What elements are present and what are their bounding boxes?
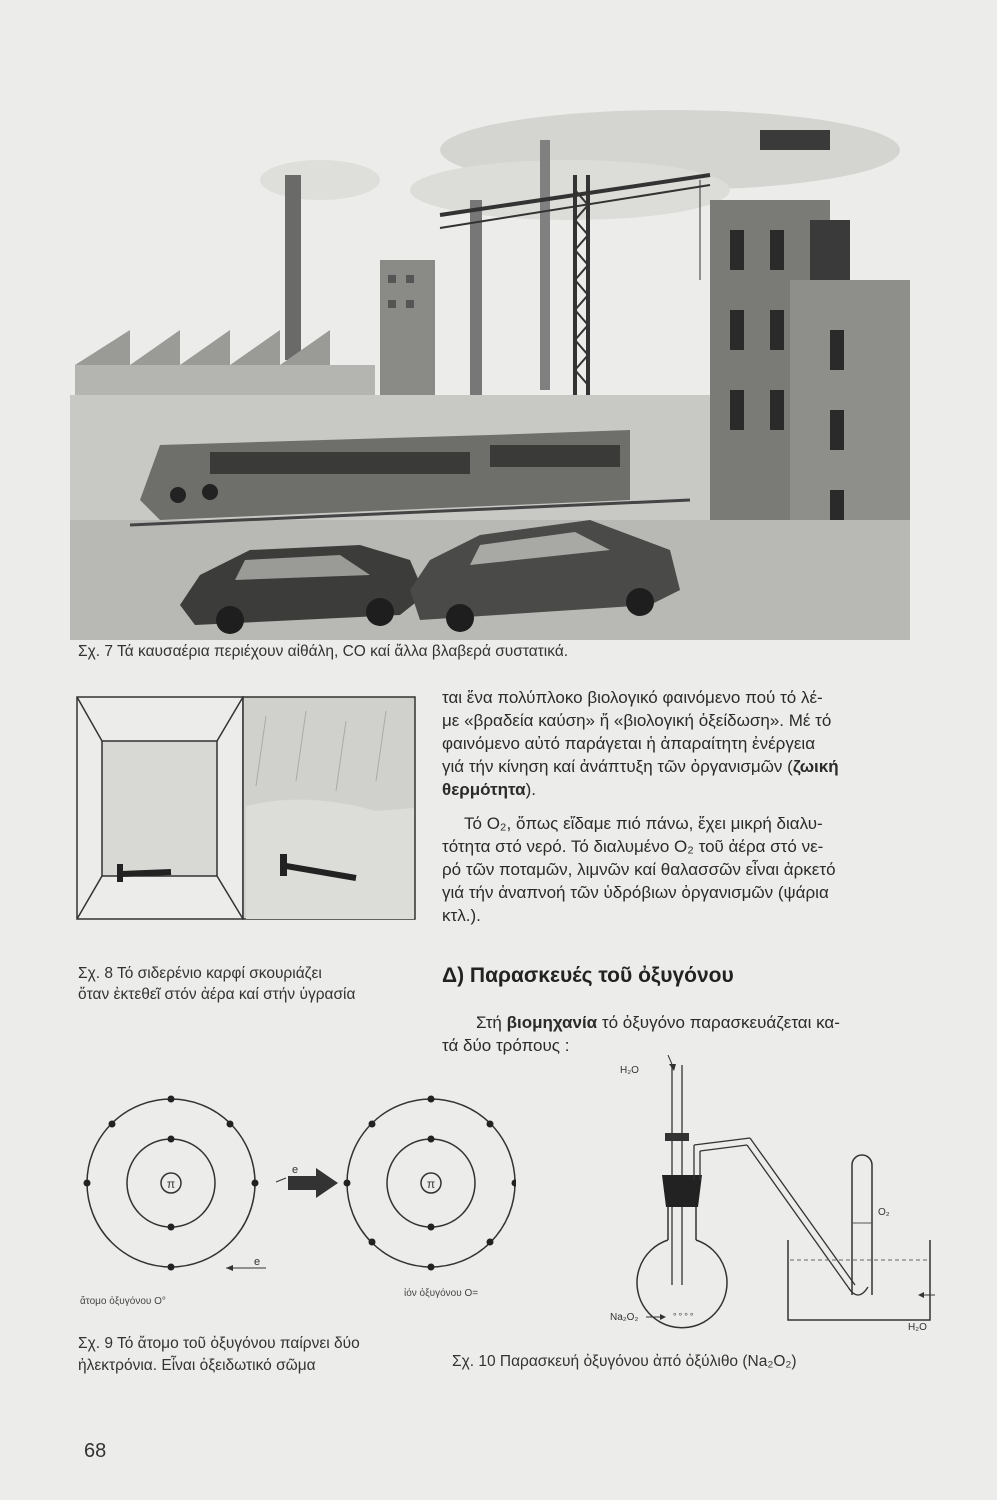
flask-solid-marks: ∘∘∘∘ xyxy=(672,1309,695,1319)
text-line: κτλ.). xyxy=(442,906,481,925)
text-line: θερμότητα). xyxy=(442,780,537,799)
peroxide-label: Na₂O₂ xyxy=(610,1312,639,1323)
figure-9-diagram xyxy=(76,1078,516,1308)
section-heading: Δ) Παρασκευές τοῦ ὀξυγόνου xyxy=(442,964,734,987)
oxygen-atom-diagram xyxy=(76,1078,516,1308)
figure-9-caption-line-1: Σχ. 9 Τό ἄτομο τοῦ ὀξυγόνου παίρνει δύο xyxy=(78,1335,360,1352)
text-line: τά δύο τρόπους : xyxy=(442,1036,570,1055)
oxygen-apparatus-drawing xyxy=(590,1055,940,1345)
text-line: Τό O₂, ὅπως εἴδαμε πιό πάνω, ἔχει μικρή διαλυ- xyxy=(464,814,823,833)
text-line: με «βραδεία καύση» ἤ «βιολογική ὀξείδωση». Μέ τό xyxy=(442,711,832,730)
text-line: φαινόμενο αὐτό παράγεται ἡ ἀπαραίτητη ἐνέργεια xyxy=(442,734,816,753)
figure-8-illustration xyxy=(76,696,416,921)
electron-label-top: e xyxy=(292,1164,299,1176)
figure-10-caption: Σχ. 10 Παρασκευή ὀξυγόνου ἀπό ὀξύλιθο (Na₂O₂) xyxy=(452,1353,797,1370)
ion-label: ἰόν ὀξυγόνου O= xyxy=(404,1288,479,1299)
bold-term: ζωική xyxy=(792,757,839,776)
figure-9-caption-line-2: ἠλεκτρόνια. Εἶναι ὀξειδωτικό σῶμα xyxy=(78,1357,316,1374)
atom-label: ἄτομο ὀξυγόνου O° xyxy=(80,1296,166,1307)
figure-10-diagram xyxy=(590,1055,940,1345)
figure-8-caption-line-1: Σχ. 8 Τό σιδερένιο καρφί σκουριάζει xyxy=(78,965,322,982)
paragraph-dissolved-oxygen xyxy=(442,812,922,927)
rusting-nail-drawing xyxy=(76,696,416,921)
figure-8-caption-line-2: ὅταν ἐκτεθεῖ στόν ἀέρα καί στήν ὑγρασία xyxy=(78,986,356,1003)
text-line: τότητα στό νερό. Τό διαλυμένο O₂ τοῦ ἀέρα στό νε- xyxy=(442,837,824,856)
figure-7-illustration xyxy=(70,80,910,640)
electron-label-bottom: e xyxy=(254,1256,261,1268)
text-line: ται ἕνα πολύπλοκο βιολογικό φαινόμενο πού τό λέ- xyxy=(442,688,823,707)
figure-7-caption: Σχ. 7 Τά καυσαέρια περιέχουν αἰθάλη, CO καί ἄλλα βλαβερά συστατικά. xyxy=(78,643,569,660)
bold-term: θερμότητα xyxy=(442,780,526,799)
oxygen-gas-label: O₂ xyxy=(878,1207,890,1218)
text-line: γιά τήν κίνηση καί ἀνάπτυξη τῶν ὀργανισμῶν (ζωική xyxy=(442,757,839,776)
text-line: Στή βιομηχανία τό ὀξυγόνο παρασκευάζεται κα- xyxy=(476,1013,840,1032)
smog-city-drawing xyxy=(70,80,910,640)
paragraph-slow-combustion xyxy=(442,686,922,801)
paragraph-industry xyxy=(442,1011,922,1057)
bold-term: βιομηχανία xyxy=(506,1013,598,1032)
ion-nucleus-label: π xyxy=(426,1177,436,1191)
atom-nucleus-label: π xyxy=(166,1177,176,1191)
text-line: γιά τήν ἀναπνοή τῶν ὑδρόβιων ὀργανισμῶν (ψάρια xyxy=(442,883,829,902)
trough-water-label: H₂O xyxy=(908,1322,927,1333)
water-inlet-label: H₂O xyxy=(620,1065,639,1076)
page-number: 68 xyxy=(84,1440,107,1462)
text-line: ρό τῶν ποταμῶν, λιμνῶν καί θαλασσῶν εἶναι ἀρκετό xyxy=(442,860,836,879)
